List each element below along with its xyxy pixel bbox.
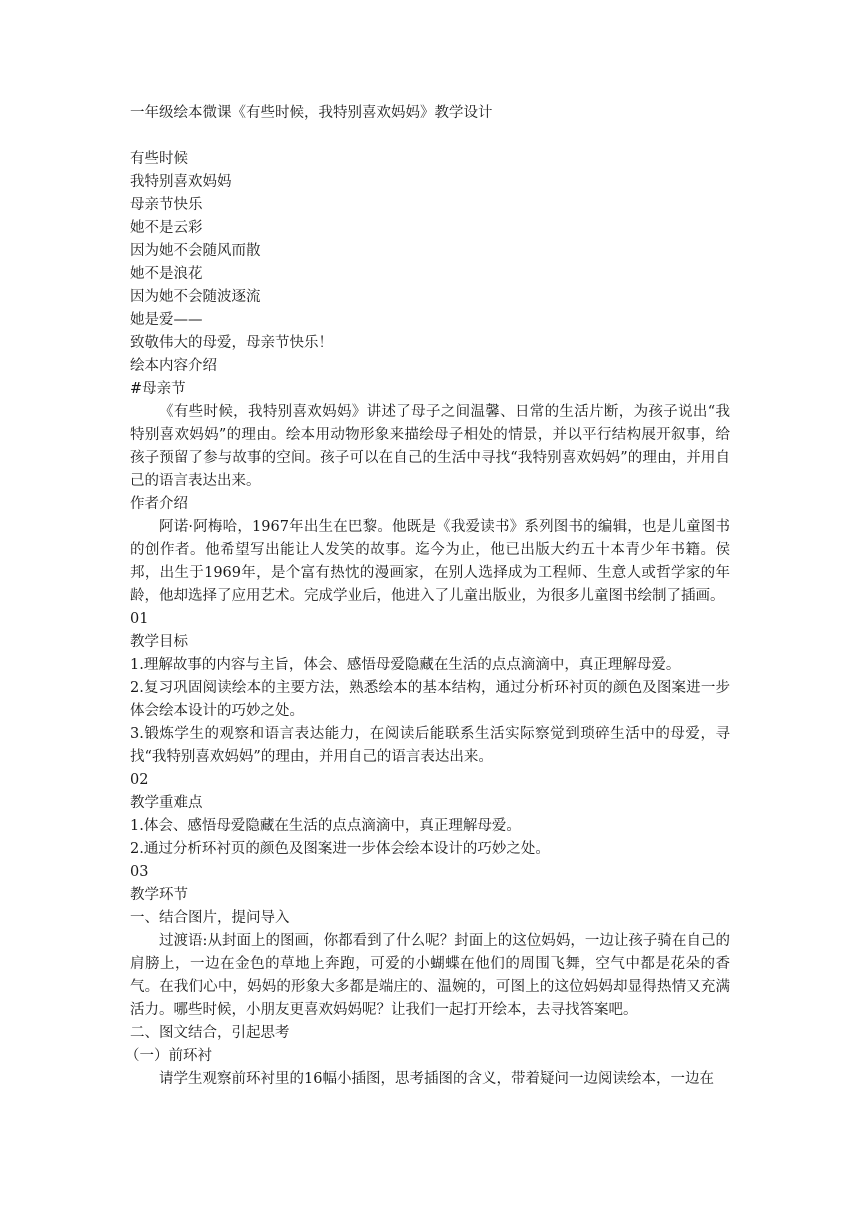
teaching-goal-item: 1.理解故事的内容与主旨，体会、感悟母爱隐藏在生活的点点滴滴中，真正理解母爱。 (130, 657, 681, 673)
content-intro-paragraph: 《有些时候，我特别喜欢妈妈》讲述了母子之间温馨、日常的生活片断，为孩子说出“我特别喜欢妈妈”的理由。绘本用动物形象来描绘母子相处的情景，并以平行结构展开叙事，给孩子预留了参与故事的空间。孩子可以在自己的生活中寻找“我特别喜欢妈妈”的理由，并用自己的语言表达出来。 (130, 404, 730, 489)
teaching-goal-item: 2.复习巩固阅读绘本的主要方法，熟悉绘本的基本结构，通过分析环衬页的颜色及图案进一步体会绘本设计的巧妙之处。 (130, 680, 730, 719)
document-title: 一年级绘本微课《有些时候，我特别喜欢妈妈》教学设计 (130, 105, 493, 121)
poem-line: 因为她不会随波逐流 (130, 289, 261, 305)
poem-line: 她不是浪花 (130, 266, 203, 282)
key-point-item: 1.体会、感悟母爱隐藏在生活的点点滴滴中，真正理解母爱。 (130, 818, 521, 834)
poem-line: 致敬伟大的母爱，母亲节快乐！ (130, 335, 333, 351)
section-number: 03 (130, 864, 149, 880)
poem-line: 母亲节快乐 (130, 197, 203, 213)
section-number: 02 (130, 772, 149, 788)
author-intro-heading: 作者介绍 (130, 496, 188, 512)
key-point-item: 2.通过分析环衬页的颜色及图案进一步体会绘本设计的巧妙之处。 (130, 841, 550, 857)
content-intro-heading: 绘本内容介绍 (130, 358, 217, 374)
teaching-goals-heading: 教学目标 (130, 634, 188, 650)
teaching-goal-item: 3.锻炼学生的观察和语言表达能力，在阅读后能联系生活实际察觉到琐碎生活中的母爱，寻找“我特别喜欢妈妈”的理由，并用自己的语言表达出来。 (130, 726, 730, 765)
poem-line: 她不是云彩 (130, 220, 203, 236)
sub-step-heading: （一）前环衬 (125, 1048, 212, 1064)
poem-line: 她是爱—— (130, 312, 203, 328)
hashtag: #母亲节 (130, 381, 186, 397)
author-intro-paragraph: 阿诺·阿梅哈，1967年出生在巴黎。他既是《我爱读书》系列图书的编辑，也是儿童图书的创作者。他希望写出能让人发笑的故事。迄今为止，他已出版大约五十本青少年书籍。侯邦，出生于1969年，是个富有热忱的漫画家，在别人选择成为工程师、生意人或哲学家的年龄，他却选择了应用艺术。完成学业后，他进入了儿童出版业，为很多儿童图书绘制了插画。 (130, 519, 730, 604)
section-number: 01 (130, 611, 149, 627)
teaching-steps-heading: 教学环节 (130, 887, 188, 903)
step-paragraph: 过渡语:从封面上的图画，你都看到了什么呢？封面上的这位妈妈，一边让孩子骑在自己的肩膀上，一边在金色的草地上奔跑，可爱的小蝴蝶在他们的周围飞舞，空气中都是花朵的香气。在我们心中，妈妈的形象大多都是端庄的、温婉的，可图上的这位妈妈却显得热情又充满活力。哪些时候，小朋友更喜欢妈妈呢？让我们一起打开绘本，去寻找答案吧。 (130, 933, 730, 1018)
poem (130, 148, 730, 355)
poem-line: 有些时候 (130, 151, 188, 167)
poem-line: 因为她不会随风而散 (130, 243, 261, 259)
key-points-heading: 教学重难点 (130, 795, 203, 811)
step-heading: 二、图文结合，引起思考 (130, 1025, 290, 1041)
sub-step-paragraph: 请学生观察前环衬里的16幅小插图，思考插图的含义，带着疑问一边阅读绘本，一边在 (159, 1071, 714, 1087)
step-heading: 一、结合图片，提问导入 (130, 910, 290, 926)
poem-line: 我特别喜欢妈妈 (130, 174, 232, 190)
document-page (125, 102, 730, 1091)
